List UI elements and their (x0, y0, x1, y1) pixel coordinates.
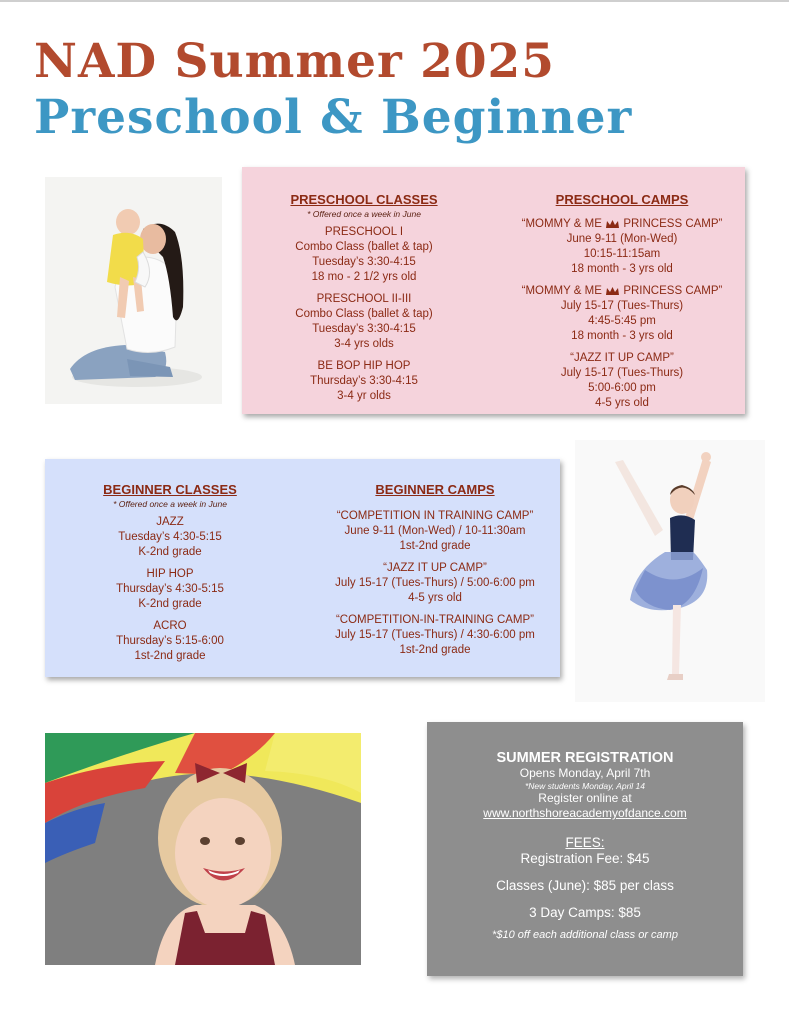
camp-date-time: June 9-11 (Mon-Wed) / 10-11:30am (344, 525, 526, 537)
registration-opens: Opens Monday, April 7th (519, 766, 651, 780)
mother-baby-photo (45, 177, 222, 404)
class-age: 3-4 yrs olds (334, 338, 394, 350)
camp-name: “JAZZ IT UP CAMP” (570, 352, 674, 364)
class-item-preschool-2-3 (254, 292, 474, 352)
class-name: HIP HOP (146, 568, 194, 580)
camp-grade: 1st-2nd grade (399, 540, 471, 552)
beginner-classes-note: * Offered once a week in June (113, 499, 227, 509)
camp-item-competition-june (315, 509, 555, 554)
camp-date: July 15-17 (Tues-Thurs) (560, 300, 684, 312)
class-time: Thursday’s 4:30-5:15 (116, 583, 224, 595)
class-name: ACRO (153, 620, 187, 632)
beginner-classes-heading: BEGINNER CLASSES (103, 482, 237, 497)
camp-time: 10:15-11:15am (583, 248, 661, 260)
camp-age: 18 month - 3 yrs old (571, 263, 673, 275)
registration-new-students: *New students Monday, April 14 (524, 781, 645, 791)
preschool-classes-note: * Offered once a week in June (307, 209, 421, 219)
camp-age: 4-5 yrs old (408, 592, 462, 604)
camp-date: June 9-11 (Mon-Wed) (566, 233, 678, 245)
class-time: Thursday’s 5:15-6:00 (116, 635, 224, 647)
camp-name-part: “MOMMY & ME (521, 285, 602, 297)
camp-name (502, 217, 742, 232)
preschool-classes-heading: PRESCHOOL CLASSES (290, 192, 438, 207)
camp-time: 5:00-6:00 pm (588, 382, 656, 394)
class-time: Tuesday’s 3:30-4:15 (312, 256, 416, 268)
class-time: Tuesday’s 3:30-4:15 (312, 323, 416, 335)
camp-item-competition-july (315, 613, 555, 658)
registration-panel (427, 722, 743, 976)
camp-age: 4-5 yrs old (595, 397, 649, 409)
class-name: PRESCHOOL II-III (316, 293, 412, 305)
ballet-dancer-photo (575, 440, 765, 702)
class-grade: K-2nd grade (138, 598, 202, 610)
class-age: 3-4 yr olds (337, 390, 391, 402)
class-grade: K-2nd grade (138, 546, 202, 558)
page-subtitle: Preschool & Beginner (34, 90, 633, 145)
registration-heading: SUMMER REGISTRATION (496, 750, 674, 766)
beginner-camps-heading: BEGINNER CAMPS (375, 482, 495, 497)
camp-item-jazz-it-up (502, 351, 742, 411)
camp-name-part: “MOMMY & ME (521, 218, 602, 230)
camp-grade: 1st-2nd grade (399, 644, 471, 656)
class-item-be-bop-hip-hop (254, 359, 474, 404)
class-item-preschool-1 (254, 225, 474, 285)
classes-fee: Classes (June): $85 per class (496, 878, 674, 893)
class-item-hip-hop (60, 567, 280, 612)
camp-name: “JAZZ IT UP CAMP” (383, 562, 487, 574)
class-name: BE BOP HIP HOP (317, 360, 411, 372)
preschool-camps-heading: PRESCHOOL CAMPS (555, 192, 689, 207)
registration-url-link[interactable]: www.northshoreacademyofdance.com (483, 806, 687, 820)
class-age: 18 mo - 2 1/2 yrs old (311, 271, 417, 283)
discount-note: *$10 off each additional class or camp (492, 929, 678, 941)
camp-name: “COMPETITION IN TRAINING CAMP” (336, 510, 534, 522)
camp-name (502, 284, 742, 299)
beginner-camps-column (315, 482, 555, 658)
camp-date: July 15-17 (Tues-Thurs) (560, 367, 684, 379)
camp-date-time: July 15-17 (Tues-Thurs) / 5:00-6:00 pm (335, 577, 535, 589)
class-item-acro (60, 619, 280, 664)
register-online-label: Register online at (538, 791, 632, 805)
page-title: NAD Summer 2025 (34, 34, 555, 89)
class-time: Tuesday’s 4:30-5:15 (118, 531, 222, 543)
camp-name-part: PRINCESS CAMP” (623, 285, 723, 297)
crown-icon (605, 219, 620, 229)
preschool-camps-column (502, 192, 742, 411)
toddler-parachute-photo (45, 733, 361, 965)
class-name: JAZZ (156, 516, 184, 528)
class-style: Combo Class (ballet & tap) (295, 241, 433, 253)
fees-heading: FEES: (565, 835, 605, 850)
class-time: Thursday’s 3:30-4:15 (310, 375, 418, 387)
crown-icon (605, 286, 620, 296)
class-name: PRESCHOOL I (324, 226, 404, 238)
camp-name-part: PRINCESS CAMP” (623, 218, 723, 230)
registration-fee: Registration Fee: $45 (520, 851, 650, 866)
class-grade: 1st-2nd grade (134, 650, 206, 662)
class-style: Combo Class (ballet & tap) (295, 308, 433, 320)
camp-name: “COMPETITION-IN-TRAINING CAMP” (335, 614, 535, 626)
camp-age: 18 month - 3 yrs old (571, 330, 673, 342)
camps-fee: 3 Day Camps: $85 (529, 905, 641, 920)
top-border (0, 0, 789, 2)
class-item-jazz (60, 515, 280, 560)
camp-item-jazz-it-up (315, 561, 555, 606)
preschool-classes-column (254, 192, 474, 404)
camp-item-mommy-me-july (502, 284, 742, 344)
camp-date-time: July 15-17 (Tues-Thurs) / 4:30-6:00 pm (335, 629, 535, 641)
beginner-classes-column (60, 482, 280, 664)
camp-item-mommy-me-june (502, 217, 742, 277)
camp-time: 4:45-5:45 pm (588, 315, 656, 327)
